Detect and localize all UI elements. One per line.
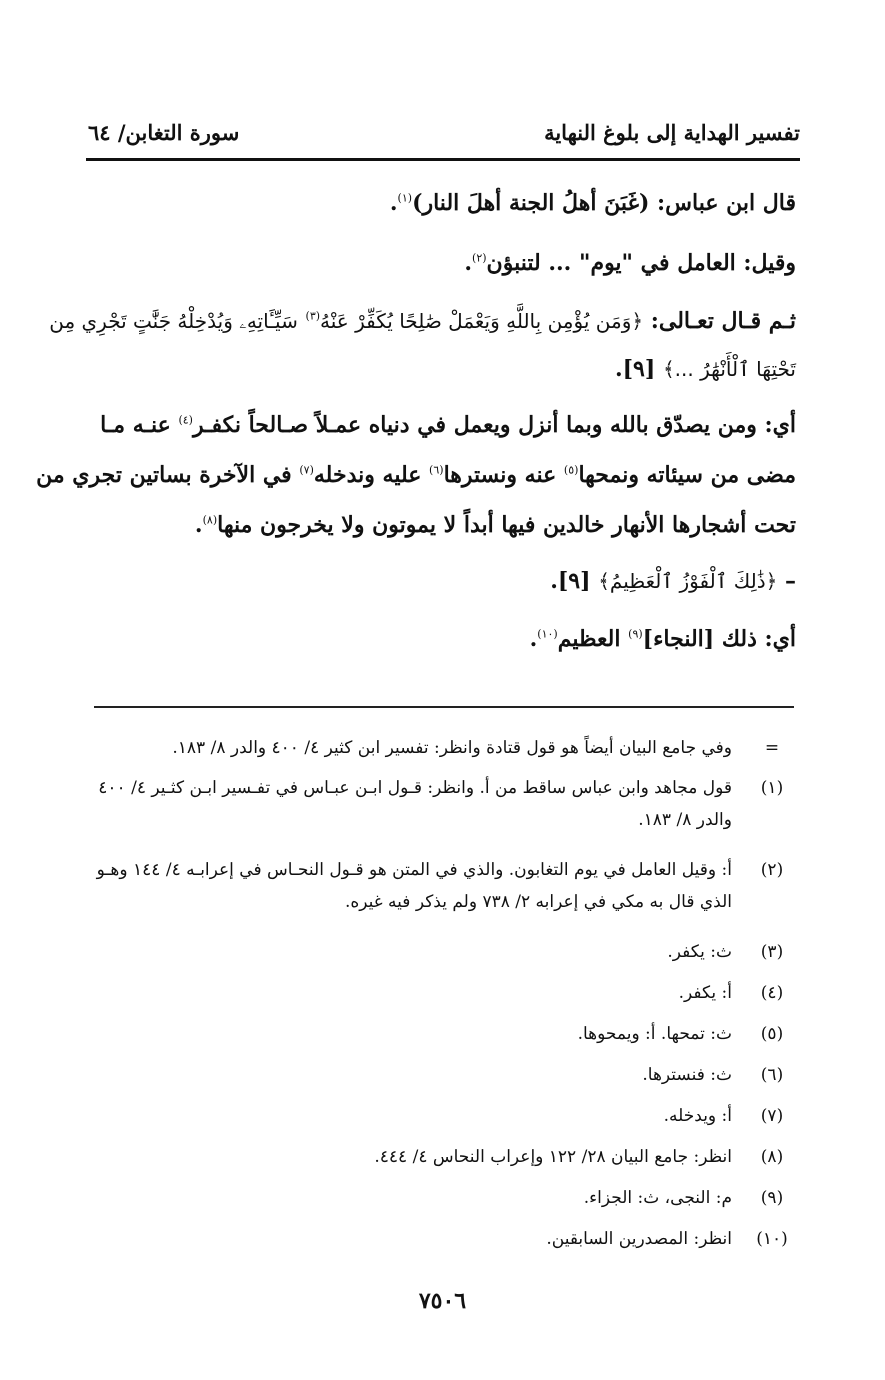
footnote-number: (٣) bbox=[760, 942, 784, 962]
footnote-text bbox=[84, 778, 732, 830]
footnote-number: (٦) bbox=[760, 1065, 784, 1085]
footnote-number: (٢) bbox=[760, 860, 784, 880]
footnote-divider bbox=[94, 706, 794, 708]
footnote-line: أ: وقيل العامل في يوم التغابون. والذي في المتن هو قـول النحـاس في إعرابـه ٤/ ١٤٤ وهـو bbox=[96, 860, 732, 880]
intro-text: ثـم قـال تعـالى: bbox=[650, 308, 796, 334]
footnote-text: انظر: جامع البيان ٢٨/ ١٢٢ وإعراب النحاس ٤/ ٤٤٤. bbox=[374, 1147, 732, 1167]
footnote-number: = bbox=[764, 738, 780, 758]
footnote-ref[interactable]: (٨) bbox=[202, 513, 218, 527]
quote-text: قال ابن عباس: (غَبَنَ أهلُ الجنة أهلَ النار) bbox=[412, 190, 796, 216]
footnote-text: أ: ويدخله. bbox=[663, 1106, 732, 1126]
footnote-number: (١) bbox=[760, 778, 784, 798]
footnote-number: (٧) bbox=[760, 1106, 784, 1126]
footnote-line: قول مجاهد وابن عباس ساقط من أ. وانظر: قـول ابـن عبـاس في تفـسير ابـن كثـير ٤/ ٤٠٠ bbox=[98, 778, 732, 798]
footnote-ref[interactable]: (٧) bbox=[299, 463, 314, 477]
footnote-ref[interactable]: (٩) bbox=[628, 627, 643, 641]
para-text: عنـه مـا bbox=[100, 412, 171, 438]
quran-verse: ﴿ذَٰلِكَ ٱلْفَوْزُ ٱلْعَظِيمُ﴾ bbox=[598, 569, 778, 593]
footnote-ref[interactable]: (١) bbox=[397, 191, 413, 205]
header-divider bbox=[86, 158, 800, 161]
footnote-text: ث: فنسترها. bbox=[642, 1065, 732, 1085]
note-text: وقيل: العامل في "يوم" ... لتنبؤن bbox=[486, 250, 796, 276]
text-line-qila bbox=[464, 250, 796, 276]
footnote-line: الذي قال به مكي في إعرابه ٢/ ٧٣٨ ولم يذكر فيه غيره. bbox=[344, 892, 732, 912]
footnote-ref[interactable]: (١٠) bbox=[537, 627, 558, 641]
para-text: تحت أشجارها الأنهار خالدين فيها أبداً لا يموتون ولا يخرجون منها bbox=[217, 512, 796, 538]
running-header bbox=[88, 112, 800, 152]
footnote-ref[interactable]: (٣) bbox=[305, 309, 321, 323]
footnote-number: (٥) bbox=[760, 1024, 784, 1044]
footnote-ref[interactable]: (٦) bbox=[429, 463, 444, 477]
quran-verse-end: تَحْتِهَا ٱلْأَنْهَٰرُ ...﴾ bbox=[662, 357, 796, 381]
footnote-text: أ: يكفر. bbox=[678, 983, 732, 1003]
footnote-text: ث: تمحها. أ: ويمحوها. bbox=[577, 1024, 732, 1044]
footnote-text: وفي جامع البيان أيضاً هو قول قتادة وانظر: تفسير ابن كثير ٤/ ٤٠٠ والدر ٨/ ١٨٣. bbox=[172, 738, 732, 758]
para-line-2 bbox=[36, 462, 796, 488]
footnote-number: (٩) bbox=[760, 1188, 784, 1208]
footnote-ref[interactable]: (٢) bbox=[472, 251, 487, 265]
para-text: عليه وندخله bbox=[313, 462, 422, 488]
footnote-number: (١٠) bbox=[756, 1229, 788, 1249]
footnote-text: انظر: المصدرين السابقين. bbox=[546, 1229, 732, 1249]
text-line-ayah-2 bbox=[550, 568, 796, 594]
para-text: مضى من سيئاته ونمحها bbox=[578, 462, 796, 488]
explanation-text: أي: ذلك [النجاء] bbox=[642, 626, 796, 652]
para-text: في الآخرة بساتين تجري من bbox=[36, 462, 292, 488]
quran-verse: ﴿وَمَن يُؤْمِن بِاللَّهِ وَيَعْمَلْ صَٰلِحًا يُكَفِّرْ عَنْهُ bbox=[320, 309, 644, 333]
footnote-number: (٨) bbox=[760, 1147, 784, 1167]
footnote-number: (٤) bbox=[760, 983, 784, 1003]
text-line-explanation bbox=[530, 626, 796, 652]
footnote-ref[interactable]: (٥) bbox=[563, 463, 579, 477]
footnote-text bbox=[84, 860, 732, 912]
para-line-1 bbox=[100, 412, 796, 438]
surah-label: سورة التغابن/ ٦٤ bbox=[88, 120, 240, 145]
footnote-ref[interactable]: (٤) bbox=[178, 413, 193, 427]
book-title: تفسير الهداية إلى بلوغ النهاية bbox=[544, 120, 800, 145]
para-line-3 bbox=[195, 512, 796, 538]
footnote-line: والدر ٨/ ١٨٣. bbox=[638, 810, 732, 830]
explanation-text: العظيم bbox=[557, 626, 621, 652]
text-line-ibn-abbas bbox=[390, 190, 796, 216]
footnote-text: ث: يكفر. bbox=[667, 942, 732, 962]
text-line-ayah-intro bbox=[49, 308, 796, 334]
para-text: أي: ومن يصدّق بالله وبما أنزل ويعمل في دنياه عمـلاً صـالحاً نكفـر bbox=[192, 412, 796, 438]
punct: . bbox=[464, 250, 473, 276]
punct: . bbox=[194, 512, 203, 538]
para-text: عنه ونسترها bbox=[443, 462, 557, 488]
verse-ref: [٩]. bbox=[614, 356, 656, 382]
punct: . bbox=[389, 190, 398, 216]
footnote-text: م: النجى، ث: الجزاء. bbox=[583, 1188, 732, 1208]
quran-verse-cont: سَيِّـَٔاتِهِۦ وَيُدْخِلْهُ جَنَّٰتٍ تَجْرِي مِن bbox=[49, 309, 298, 333]
text-line-ayah-end bbox=[615, 356, 796, 382]
verse-ref: [٩]. bbox=[550, 568, 591, 594]
page-number: ٧٥٠٦ bbox=[418, 1288, 467, 1314]
punct: . bbox=[529, 626, 538, 652]
dash: – bbox=[785, 568, 796, 594]
